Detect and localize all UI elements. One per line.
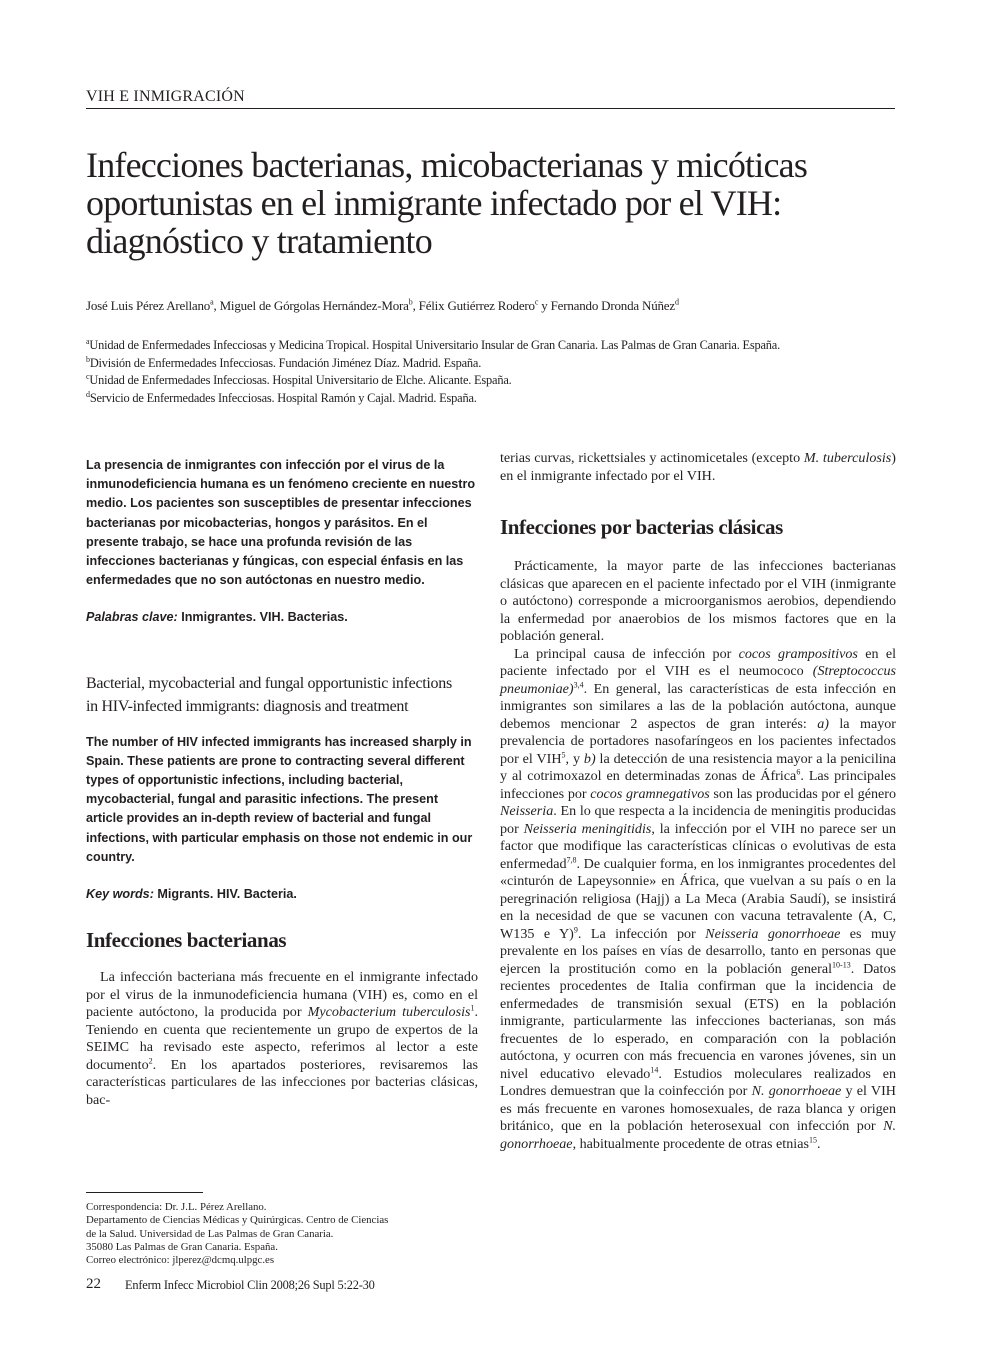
affiliation-sup: b <box>86 354 90 364</box>
article-title <box>86 146 896 260</box>
correspondence-footnote <box>86 1201 486 1267</box>
author-sup: b <box>408 297 413 307</box>
author-sup: c <box>534 297 539 307</box>
author-name: Félix Gutiérrez Rodero <box>418 298 535 313</box>
title-line-3: diagnóstico y tratamiento <box>86 221 432 261</box>
english-title <box>86 672 478 718</box>
english-title-line-1: Bacterial, mycobacterial and fungal opportunistic infections <box>86 674 452 692</box>
affiliation <box>86 390 896 408</box>
author-name: Fernando Dronda Núñez <box>550 298 675 313</box>
author-separator: , <box>213 298 220 313</box>
abstract-spanish: La presencia de inmigrantes con infección por el virus de la inmunodeficiencia humana es un fenómeno creciente en nuestro medio. Los pacientes son susceptibles de presentar infecciones bacterianas por micobacterias, hongos y parásitos. En el presente trabajo, se hace una profunda revisión de las infecciones bacterianas y fúngicas, con especial énfasis en las enfermedades que no son autóctonas en nuestro medio. <box>86 458 476 588</box>
author-name: Miguel de Górgolas Hernández-Mora <box>219 298 409 313</box>
author-sup: d <box>674 297 679 307</box>
paragraph-continuation: terias curvas, rickettsiales y actinomicetales (excepto M. tuberculosis) en el inmigrante infectado por el VIH. <box>500 450 896 484</box>
english-title-line-2: in HIV-infected immigrants: diagnosis and treatment <box>86 697 409 715</box>
keywords-spanish <box>86 608 478 627</box>
paragraph: Prácticamente, la mayor parte de las infecciones bacterianas clásicas que aparecen en el paciente infectado por el VIH (inmigrante o autóctono) corresponde a microorganismos aerobios, dependiendo la enfermedad por anaerobios de los mismos factores que en la población general. <box>500 558 896 644</box>
correspondence-line: 35080 Las Palmas de Gran Canaria. España. <box>86 1240 278 1253</box>
author-list <box>86 298 896 314</box>
author-sup: a <box>210 297 214 307</box>
correspondence-line: Correspondencia: Dr. J.L. Pérez Arellano. <box>86 1201 267 1213</box>
author-name: José Luis Pérez Arellano <box>86 298 211 313</box>
affiliation <box>86 372 896 390</box>
keywords-value: Migrants. HIV. Bacteria. <box>153 887 297 902</box>
page-number: 22 <box>86 1276 101 1292</box>
right-column <box>500 450 896 1153</box>
title-line-2: oportunistas en el inmigrante infectado por el VIH: <box>86 183 782 223</box>
keywords-english <box>86 885 478 904</box>
affiliation <box>86 355 896 373</box>
affiliation-list <box>86 337 896 407</box>
affiliation-text: Servicio de Enfermedades Infecciosas. Hospital Ramón y Cajal. Madrid. España. <box>89 390 477 405</box>
section-heading-bacterial-infections: Infecciones bacterianas <box>86 928 287 953</box>
footnote-rule <box>86 1192 203 1193</box>
affiliation-sup: c <box>86 371 90 381</box>
paragraph: La principal causa de infección por cocos grampositivos en el paciente infectado por el VIH es el neumococo (Streptococcus pneumoniae)$^{3,4}$. En general, las características de esta infección en inmigrantes son similares a las de la población autóctona, aunque debemos mencionar 2 aspectos de gran interés: a) la mayor prevalencia de portadores nasofaríngeos en los pacientes infectados por el VIH$^5$, y b) la detección de una resistencia mayor a la penicilina y al cotrimoxazol en determinadas zonas de África$^6$. Las principales infecciones por cocos gramnegativos son las producidas por el género Neisseria. En lo que respecta a la incidencia de meningitis producidas por Neisseria meningitidis, la infección por el VIH no parece ser un factor que modifique las características clínicas o evolutivas de esta enfermedad$^{7,8}$. De cualquier forma, en los inmigrantes procedentes del «cinturón de Lapeysonnie» en África, que vuelvan a su país o en la peregrinación religiosa (Hajj) a La Meca (Arabia Saudí), se insistirá en la necesidad de que se vacunen con vacuna tetravalente (A, C, W135 e Y)$^9$. La infección por Neisseria gonorrhoeae es muy prevalente en los países en vías de desarrollo, tanto en personas que ejercen la prostitución como en la población general$^{10-13}$. Datos recientes procedentes de Italia confirman que la incidencia de enfermedades de transmisión sexual (ETS) en la población inmigrante, particularmente las infecciones bacterianas, son más frecuentes de lo esperado, en comparación con la población autóctona, y ocurren con más frecuencia en varones jóvenes, sin un nivel educativo elevado$^{14}$. Estudios moleculares realizados en Londres demuestran que la coinfección por N. gonorrhoeae y el VIH es más frecuente en varones homosexuales, de raza blanca y origen británico, que en la población heterosexual con infección por N. gonorrhoeae, habitualmente procedente de otras etnias$^{15}$. <box>500 645 897 1152</box>
left-column <box>86 456 478 1109</box>
affiliation-sup: a <box>86 336 90 346</box>
correspondence-email[interactable]: Correo electrónico: jlperez@dcmq.ulpgc.es <box>86 1254 275 1267</box>
section-heading-classic-bacteria: Infecciones por bacterias clásicas <box>500 515 783 539</box>
correspondence-line: de la Salud. Universidad de Las Palmas de Gran Canaria. <box>86 1227 334 1240</box>
header-rule <box>86 108 895 109</box>
correspondence-line: Departamento de Ciencias Médicas y Quirúrgicas. Centro de Ciencias <box>86 1214 389 1227</box>
keywords-value: Inmigrantes. VIH. Bacterias. <box>177 610 348 625</box>
author-separator: , <box>412 298 419 313</box>
affiliation-text: Unidad de Enfermedades Infecciosas. Hospital Universitario de Elche. Alicante. España. <box>89 373 512 387</box>
affiliation-sup: d <box>86 389 90 399</box>
affiliation-text: División de Enfermedades Infecciosas. Fundación Jiménez Díaz. Madrid. España. <box>89 355 482 370</box>
title-line-1: Infecciones bacterianas, micobacterianas y micóticas <box>86 145 808 185</box>
affiliation-text: Unidad de Enfermedades Infecciosas y Medicina Tropical. Hospital Universitario Insular de Gran Canaria. Las Palmas de Gran Canaria. España. <box>89 338 780 352</box>
abstract-english: The number of HIV infected immigrants has increased sharply in Spain. These patients are prone to contracting several different types of opportunistic infections, including bacterial, mycobacterial, fungal and parasitic infections. The present article provides an in-depth review of bacterial and fungal infections, with particular emphasis on those not endemic in our country. <box>86 734 473 864</box>
keywords-label: Key words: <box>86 887 154 902</box>
section-label: VIH E INMIGRACIÓN <box>86 88 245 105</box>
journal-citation: Enferm Infecc Microbiol Clin 2008;26 Supl 5:22-30 <box>125 1278 375 1292</box>
affiliation <box>86 337 896 355</box>
paragraph: La infección bacteriana más frecuente en el inmigrante infectado por el virus de la inmunodeficiencia humana (VIH) es, como en el paciente autóctono, la producida por Mycobacterium tuberculosis$^1$. Teniendo en cuenta que recientemente un grupo de expertos de la SEIMC ha revisado este aspecto, referimos al lector a este documento$^2$. En los apartados posteriores, revisaremos las características particulares de las infecciones por bacterias clásicas, bac- <box>86 969 479 1108</box>
author-separator: y <box>538 298 551 313</box>
keywords-label: Palabras clave: <box>86 610 178 625</box>
